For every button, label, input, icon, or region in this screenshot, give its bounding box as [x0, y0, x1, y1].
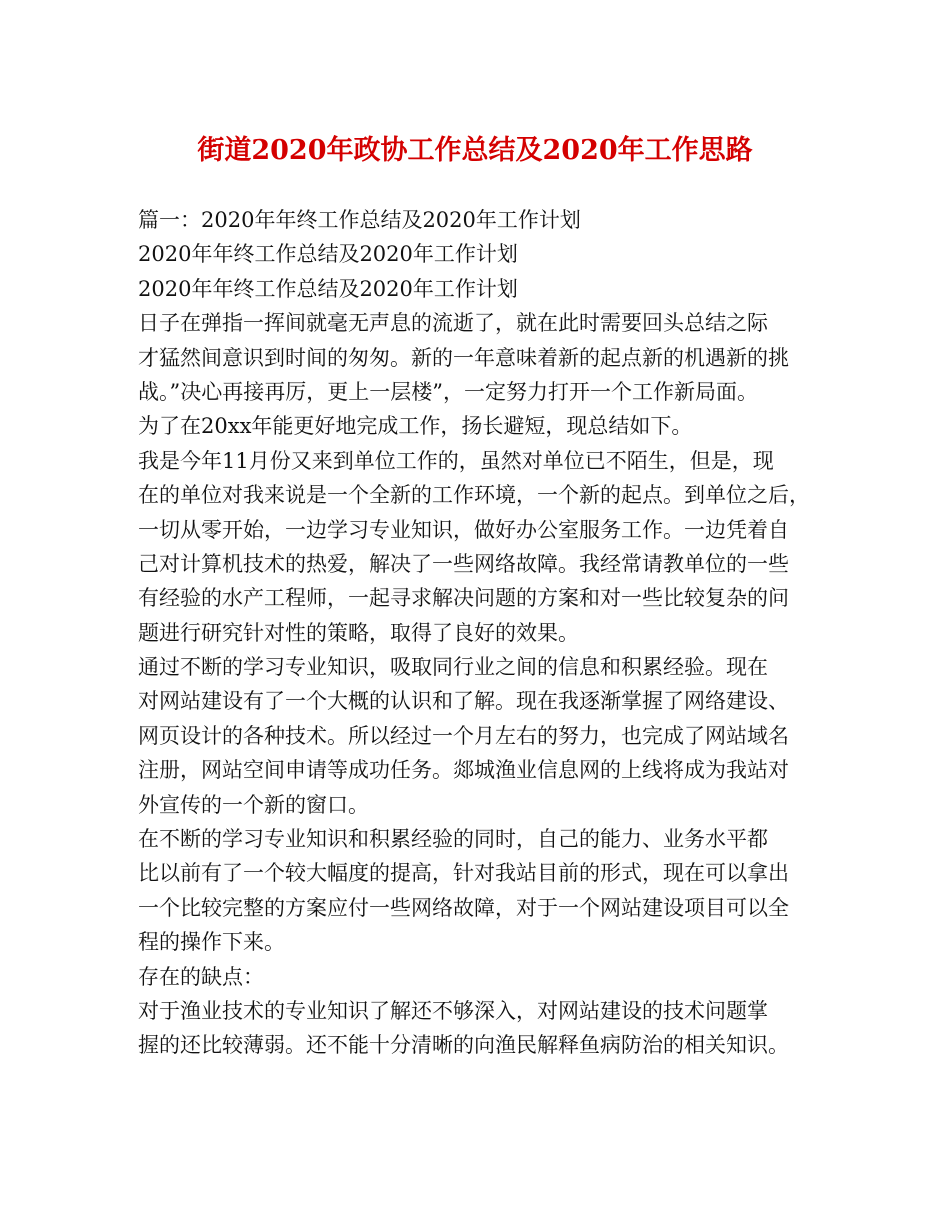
body-line: 才猛然间意识到时间的匆匆。新的一年意味着新的起点新的机遇新的挑 [138, 345, 789, 370]
body-line: 外宣传的一个新的窗口。 [138, 792, 369, 817]
body-line: 程的操作下来。 [138, 930, 285, 955]
body-line: 2020年年终工作总结及2020年工作计划 [138, 276, 518, 301]
document-body [138, 203, 828, 1063]
body-line: 2020年年终工作总结及2020年工作计划 [138, 242, 518, 267]
body-line: 注册，网站空间申请等成功任务。郯城渔业信息网的上线将成为我站对 [138, 758, 789, 783]
body-line: 篇一：2020年年终工作总结及2020年工作计划 [138, 208, 581, 232]
body-line: 日子在弹指一挥间就毫无声息的流逝了，就在此时需要回头总结之际 [138, 311, 768, 336]
body-line: 在的单位对我来说是一个全新的工作环境，一个新的起点。到单位之后， [138, 483, 810, 508]
body-line: 题进行研究针对性的策略，取得了良好的效果。 [138, 620, 579, 645]
body-line: 对网站建设有了一个大概的认识和了解。现在我逐渐掌握了网络建设、 [138, 689, 789, 714]
body-line: 网页设计的各种技术。所以经过一个月左右的努力，也完成了网站域名 [138, 723, 789, 748]
body-line: 在不断的学习专业知识和积累经验的同时，自己的能力、业务水平都 [138, 827, 768, 852]
body-line: 通过不断的学习专业知识，吸取同行业之间的信息和积累经验。现在 [138, 655, 768, 680]
body-line: 为了在20xx年能更好地完成工作，扬长避短，现总结如下。 [138, 414, 693, 439]
body-line: 一切从零开始，一边学习专业知识，做好办公室服务工作。一边凭着自 [138, 517, 789, 542]
body-line: 对于渔业技术的专业知识了解还不够深入，对网站建设的技术问题掌 [138, 998, 768, 1023]
body-line: 一个比较完整的方案应付一些网络故障，对于一个网站建设项目可以全 [138, 895, 789, 920]
body-line: 战。”决心再接再厉，更上一层楼”，一定努力打开一个工作新局面。 [138, 379, 758, 404]
document-title: 街道2020年政协工作总结及2020年工作思路 [197, 135, 753, 166]
body-line: 握的还比较薄弱。还不能十分清晰的向渔民解释鱼病防治的相关知识。 [138, 1033, 789, 1058]
body-line: 己对计算机技术的热爱，解决了一些网络故障。我经常请教单位的一些 [138, 551, 789, 576]
body-line: 我是今年11月份又来到单位工作的，虽然对单位已不陌生，但是，现 [138, 448, 774, 473]
body-line: 有经验的水产工程师，一起寻求解决问题的方案和对一些比较复杂的问 [138, 586, 789, 611]
body-line: 存在的缺点： [138, 964, 264, 989]
body-line: 比以前有了一个较大幅度的提高，针对我站目前的形式，现在可以拿出 [138, 861, 789, 886]
